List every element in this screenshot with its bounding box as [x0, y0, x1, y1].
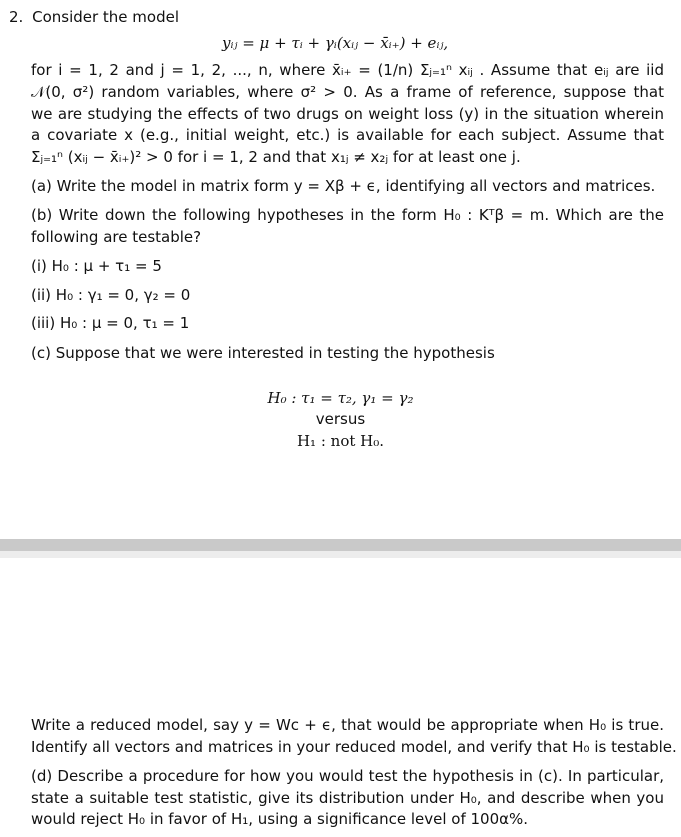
part-a: (a) Write the model in matrix form y = Xβ + ϵ, identifying all vectors and matrices. — [31, 177, 656, 195]
body-line-2: 𝒩(0, σ²) random variables, where σ² > 0. As a frame of reference, suppose that — [31, 83, 664, 101]
hypothesis-ii: (ii) H₀ : γ₁ = 0, γ₂ = 0 — [31, 286, 191, 304]
hypothesis-iii: (iii) H₀ : μ = 0, τ₁ = 1 — [31, 314, 190, 332]
problem-number: 2. Consider the model — [9, 8, 180, 26]
part-d-line-2: state a suitable test statistic, give its distribution under H₀, and describe when you — [31, 789, 664, 807]
reduced-model-line-1: Write a reduced model, say y = Wc + ϵ, that would be appropriate when H₀ is true. — [31, 716, 664, 734]
body-line-1: for i = 1, 2 and j = 1, 2, ..., n, where x̄ᵢ₊ = (1/n) Σⱼ₌₁ⁿ xᵢⱼ . Assume that eᵢⱼ are iid — [31, 61, 664, 79]
part-b-line-2: following are testable? — [31, 228, 202, 246]
page-separator-shadow — [0, 551, 681, 558]
body-line-4: a covariate x (e.g., initial weight, etc.) is available for each subject. Assume that — [31, 126, 664, 144]
part-c: (c) Suppose that we were interested in testing the hypothesis — [31, 344, 495, 362]
problem-intro: Consider the model — [32, 8, 180, 26]
model-equation: yᵢⱼ = μ + τᵢ + γᵢ(xᵢⱼ − x̄ᵢ₊) + eᵢⱼ, — [222, 34, 449, 52]
reduced-model-line-2: Identify all vectors and matrices in your reduced model, and verify that H₀ is testable. — [31, 738, 677, 756]
versus-label: versus — [315, 410, 366, 428]
part-b-line-1: (b) Write down the following hypotheses in the form H₀ : Kᵀβ = m. Which are the — [31, 206, 664, 224]
part-d-line-1: (d) Describe a procedure for how you would test the hypothesis in (c). In particular, — [31, 767, 664, 785]
alternative-hypothesis-display: H₁ : not H₀. — [296, 432, 385, 450]
body-line-5: Σⱼ₌₁ⁿ (xᵢⱼ − x̄ᵢ₊)² > 0 for i = 1, 2 and that x₁ⱼ ≠ x₂ⱼ for at least one j. — [31, 148, 521, 166]
hypothesis-i: (i) H₀ : μ + τ₁ = 5 — [31, 257, 162, 275]
page-separator — [0, 539, 681, 551]
body-line-3: we are studying the effects of two drugs on weight loss (y) in the situation wherein — [31, 105, 664, 123]
null-hypothesis-display: H₀ : τ₁ = τ₂, γ₁ = γ₂ — [267, 389, 414, 407]
part-d-line-3: would reject H₀ in favor of H₁, using a significance level of 100α%. — [31, 810, 529, 828]
